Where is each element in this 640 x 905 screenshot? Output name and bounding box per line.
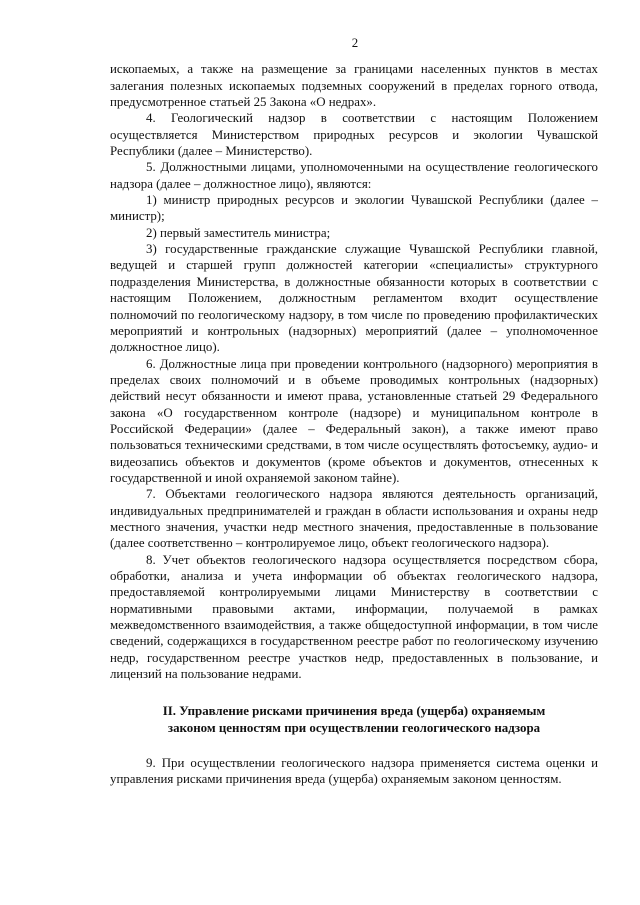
paragraph-7: 7. Объектами геологического надзора являются деятельность организаций, индивидуальных предпринимателей и граждан в области использования и охраны недр местного значения, участки недр местного значения, предоставленные в пользование (далее соответственно – контролируемое лицо, объект геологического надзора).	[110, 487, 598, 551]
paragraph-4: 4. Геологический надзор в соответствии с настоящим Положением осуществляется Министерством природных ресурсов и экологии Чувашской Республики (далее – Министерство).	[110, 111, 598, 159]
section-heading	[110, 703, 598, 736]
list-item-2: 2) первый заместитель министра;	[146, 225, 331, 240]
paragraph-continuation: ископаемых, а также на размещение за границами населенных пунктов в местах залегания полезных ископаемых подземных сооружений в пределах горного отвода, предусмотренное статьей 25 Закона «О недрах».	[110, 62, 598, 110]
paragraph-5: 5. Должностными лицами, уполномоченными на осуществление геологического надзора (далее – должностное лицо), являются:	[110, 160, 598, 191]
paragraph-8: 8. Учет объектов геологического надзора осуществляется посредством сбора, обработки, анализа и учета информации об объектах геологического надзора, предоставляемой контролируемыми лицами Министерству в соответствии с нормативными правовыми актами, информации, получаемой в рамках межведомственного взаимодействия, а также общедоступной информации, в том числе сведений, содержащихся в государственном реестре работ по геологическому изучению недр, государственном реестре участков недр, предоставленных в пользование, и лицензий на пользование недрами.	[110, 552, 598, 682]
list-item-3: 3) государственные гражданские служащие Чувашской Республики главной, ведущей и старшей групп должностей категории «специалисты» структурного подразделения Министерства, в должностные обязанности которых в соответствии с настоящим Положением, должностным регламентом входит осуществление полномочий по геологическому надзору, в том числе по проведению профилактических мероприятий и контрольных (надзорных) мероприятий (далее – уполномоченное должностное лицо).	[110, 242, 598, 355]
list-item-1: 1) министр природных ресурсов и экологии Чувашской Республики (далее – министр);	[110, 193, 598, 224]
paragraph-9: 9. При осуществлении геологического надзора применяется система оценки и управления рисками причинения вреда (ущерба) охраняемым законом ценностям.	[110, 756, 598, 787]
paragraph-6: 6. Должностные лица при проведении контрольного (надзорного) мероприятия в пределах своих полномочий и в объеме проводимых контрольных (надзорных) действий несут обязанности и имеют права, установленные статьей 29 Федерального закона «О государственном контроле (надзоре) и муниципальном контроле в Российской Федерации» (далее – Федеральный закон), а также имеют право пользоваться техническими средствами, в том числе осуществлять фотосъемку, аудио- и видеозапись объектов и документов (кроме объектов и документов, отнесенных к государственной и иной охраняемой законом тайне).	[110, 356, 598, 485]
document-body	[110, 61, 598, 787]
page-number: 2	[351, 36, 359, 50]
section-heading-line-1: II. Управление рисками причинения вреда (ущерба) охраняемым	[162, 704, 546, 719]
section-heading-line-2: законом ценностям при осуществлении геологического надзора	[167, 720, 541, 735]
